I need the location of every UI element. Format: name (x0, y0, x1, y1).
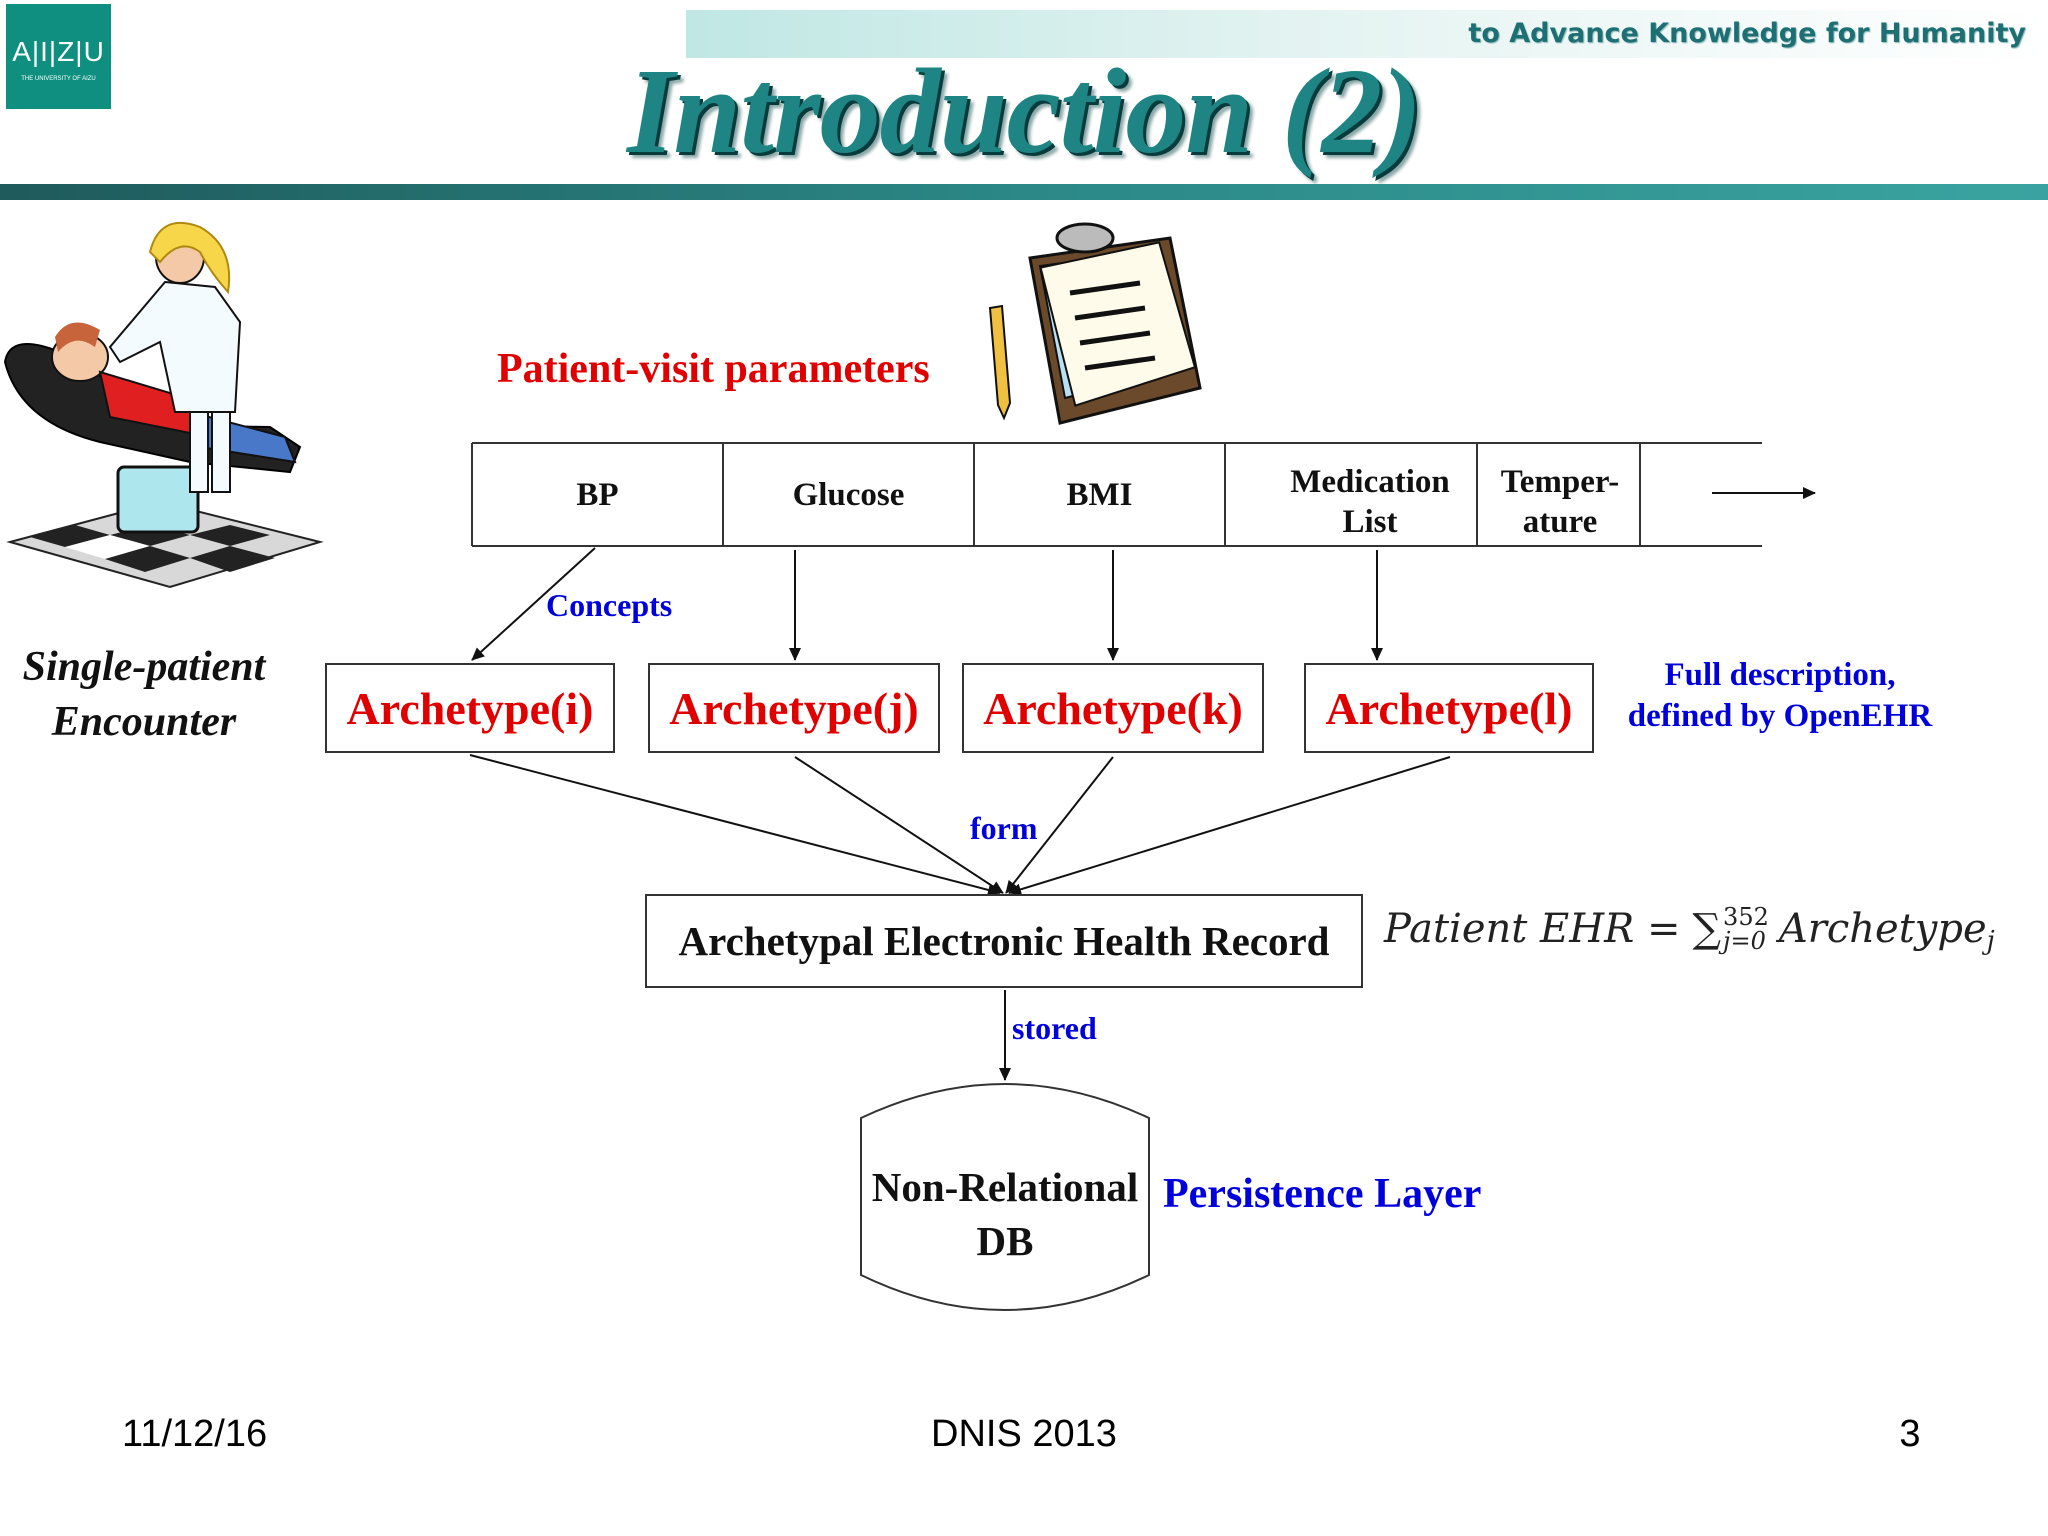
footer-date: 11/12/16 (122, 1413, 268, 1455)
full-description-line-1: Full description, (1664, 657, 1896, 693)
arrow-archetype-l-ehr (1009, 757, 1450, 893)
formula-limits (1723, 905, 1769, 953)
ehr-box: Archetypal Electronic Health Record (645, 894, 1363, 988)
concepts-label: Concepts (546, 587, 673, 623)
param-cell-medication: Medication List (1290, 463, 1450, 540)
formula-term: Archetype (1778, 906, 1987, 952)
database-line-2: DB (976, 1218, 1034, 1264)
params-title: Patient-visit parameters (497, 346, 930, 392)
logo-subtext: THE UNIVERSITY OF AIZU (21, 76, 96, 82)
caption-line-1: Single-patient (22, 644, 266, 690)
archetype-j-box: Archetype(j) (648, 663, 940, 753)
formula-lower-limit: j=0 (1723, 927, 1766, 955)
tagline: to Advance Knowledge for Humanity (1468, 18, 2026, 49)
logo-mark: A|I|Z|U (12, 36, 105, 67)
database-line-1: Non-Relational (871, 1164, 1139, 1210)
footer-page-number: 3 (1899, 1413, 1921, 1455)
stored-label: stored (1012, 1010, 1097, 1046)
arrow-archetype-i-ehr (470, 755, 1000, 893)
archetype-l-box: Archetype(l) (1304, 663, 1594, 753)
caption-line-2: Encounter (51, 699, 237, 745)
slide-title: Introduction (2) (626, 44, 1422, 179)
param-cell-bp: BP (576, 476, 619, 513)
formula-subscript: j (1986, 926, 1995, 956)
param-cell-temperature: Temper-ature (1500, 463, 1620, 540)
archetype-i-box: Archetype(i) (325, 663, 615, 753)
full-description-line-2: defined by OpenEHR (1627, 698, 1933, 734)
ehr-formula (1384, 903, 1995, 956)
formula-upper-limit: 352 (1723, 903, 1769, 931)
database-label (861, 1160, 1149, 1268)
param-cell-bmi: BMI (1066, 476, 1133, 513)
formula-lhs: Patient EHR = (1384, 906, 1681, 952)
persistence-layer-label: Persistence Layer (1163, 1171, 1482, 1217)
footer-conference: DNIS 2013 (931, 1413, 1117, 1455)
param-cell-glucose: Glucose (792, 476, 905, 513)
formula-sum-symbol: ∑ (1692, 906, 1722, 952)
form-label: form (970, 810, 1038, 846)
full-description-label (1610, 655, 1950, 737)
archetype-k-box: Archetype(k) (962, 663, 1264, 753)
